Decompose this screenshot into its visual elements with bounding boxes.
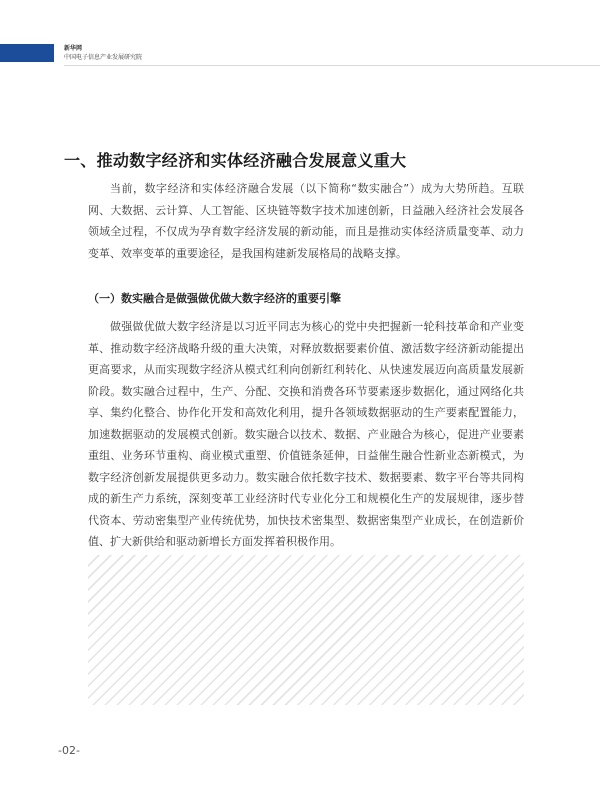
subsection-paragraph: 做强做优做大数字经济是以习近平同志为核心的党中央把握新一轮科技革命和产业变革、推动数字经济战略升级的重大决策，对释放数据要素价值、激活数字经济新动能提出更高要求，从而实现数字经济从模式红利向创新红利转化、从快速发展迈向高质量发展新阶段。数实融合过程中，生产、分配、交换和消费各环节要素逐步数据化，通过网络化共享、集约化整合、协作化开发和高效化利用，提升各领域数据驱动的生产要素配置能力，加速数据驱动的发展模式创新。数实融合以技术、数据、产业融合为核心，促进产业要素重组、业务环节重构、商业模式重塑、价值链条延伸，日益催生融合性新业态新模式，为数字经济创新发展提供更多动力。数实融合依托数字技术、数据要素、数字平台等共同构成的新生产力系统，深刻变革工业经济时代专业化分工和规模化生产的发展规律，逐步替代资本、劳动密集型产业传统优势，加快技术密集型、数据密集型产业成长，在创造新价值、扩大新供给和驱动新增长方面发挥着积极作用。 [88, 320, 524, 548]
image-placeholder [88, 555, 524, 705]
header [64, 44, 142, 62]
section-title: 一、推动数字经济和实体经济融合发展意义重大 [64, 151, 407, 170]
subsection-title: （一）数实融合是做强做优做大数字经济的重要引擎 [88, 292, 341, 305]
header-accent-bar [0, 44, 54, 62]
header-divider [64, 65, 600, 66]
intro-paragraph: 当前，数字经济和实体经济融合发展（以下简称“数实融合”）成为大势所趋。互联网、大数据、云计算、人工智能、区块链等数字技术加速创新，日益融入经济社会发展各领域全过程，不仅成为孕育数字经济发展的新动能，而且是推动实体经济质量变革、动力变革、效率变革的重要途径，是我国构建新发展格局的战略支撑。 [88, 182, 524, 260]
page-number: -02- [58, 744, 80, 757]
header-org: 新华网 [64, 45, 83, 52]
header-subtitle: 中国电子信息产业发展研究院 [64, 54, 143, 61]
